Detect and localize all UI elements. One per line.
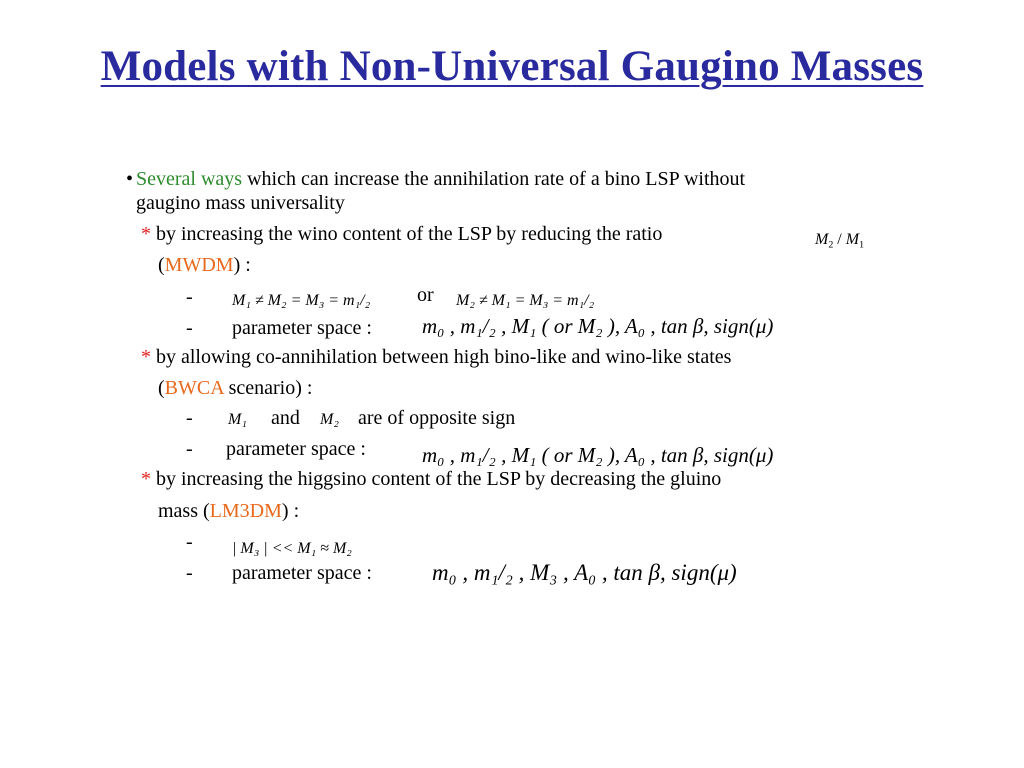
item-mwdm-line-2: (MWDM) : [158, 254, 251, 276]
star-marker: * [141, 346, 151, 368]
star-marker: * [141, 468, 151, 490]
sub-dash: - [186, 317, 193, 339]
sub-dash: - [186, 438, 193, 460]
param-space-label: parameter space : [232, 317, 372, 339]
param-space-label: parameter space : [226, 438, 366, 460]
star-marker: * [141, 223, 151, 245]
sub-dash: - [186, 286, 193, 308]
item-mwdm-line-1 [141, 222, 662, 246]
item-lm3dm-line-1 [141, 467, 721, 491]
intro-text: which can increase the annihilation rate of a bino LSP without [247, 168, 746, 190]
and-text: and [271, 407, 300, 429]
ratio-formula: $M_2 / M_1$ [815, 231, 865, 251]
item-text: by increasing the higgsino content of the LSP by decreasing the gluino [156, 468, 722, 490]
or-text: or [417, 284, 434, 306]
gluino-mass-relation: | M₃ | << M₁ ≈ M₂ [232, 540, 352, 557]
intro-line-1 [136, 167, 745, 191]
bullet-icon: • [126, 168, 134, 190]
intro-line-2: gaugino mass universality [136, 192, 345, 214]
item-lm3dm-line-2: mass (LM3DM) : [158, 500, 300, 522]
model-name-bwca: BWCA [164, 377, 224, 399]
item-text: by allowing co-annihilation between high bino-like and wino-like states [156, 346, 732, 368]
param-space-formula: m₀ , m₁/₂ , M₃ , A₀ , tan β, sign(μ) [432, 560, 737, 585]
intro-highlight: Several ways [136, 168, 243, 190]
model-name-mwdm: MWDM [164, 254, 234, 276]
param-space-label: parameter space : [232, 562, 372, 584]
param-space-formula: m₀ , m₁/₂ , M₁ ( or M₂ ), A₀ , tan β, sign(μ) [422, 314, 774, 338]
sub-dash: - [186, 531, 193, 553]
model-name-lm3dm: LM3DM [209, 500, 282, 522]
item-bwca-line-1 [141, 345, 731, 369]
m2-symbol: M₂ [320, 411, 339, 428]
sub-dash: - [186, 562, 193, 584]
mass-relation-a: M₁ ≠ M₂ = M₃ = m₁/₂ [232, 292, 371, 309]
item-text: by increasing the wino content of the LSP by reducing the ratio [156, 223, 663, 245]
slide-title: Models with Non-Universal Gaugino Masses [100, 43, 924, 90]
param-space-formula: m₀ , m₁/₂ , M₁ ( or M₂ ), A₀ , tan β, sign(μ) [422, 443, 774, 467]
m1-symbol: M₁ [228, 411, 247, 428]
opposite-sign-text: are of opposite sign [358, 407, 516, 429]
mass-relation-b: M₂ ≠ M₁ = M₃ = m₁/₂ [456, 292, 595, 309]
item-bwca-line-2: (BWCA scenario) : [158, 377, 313, 399]
sub-dash: - [186, 407, 193, 429]
